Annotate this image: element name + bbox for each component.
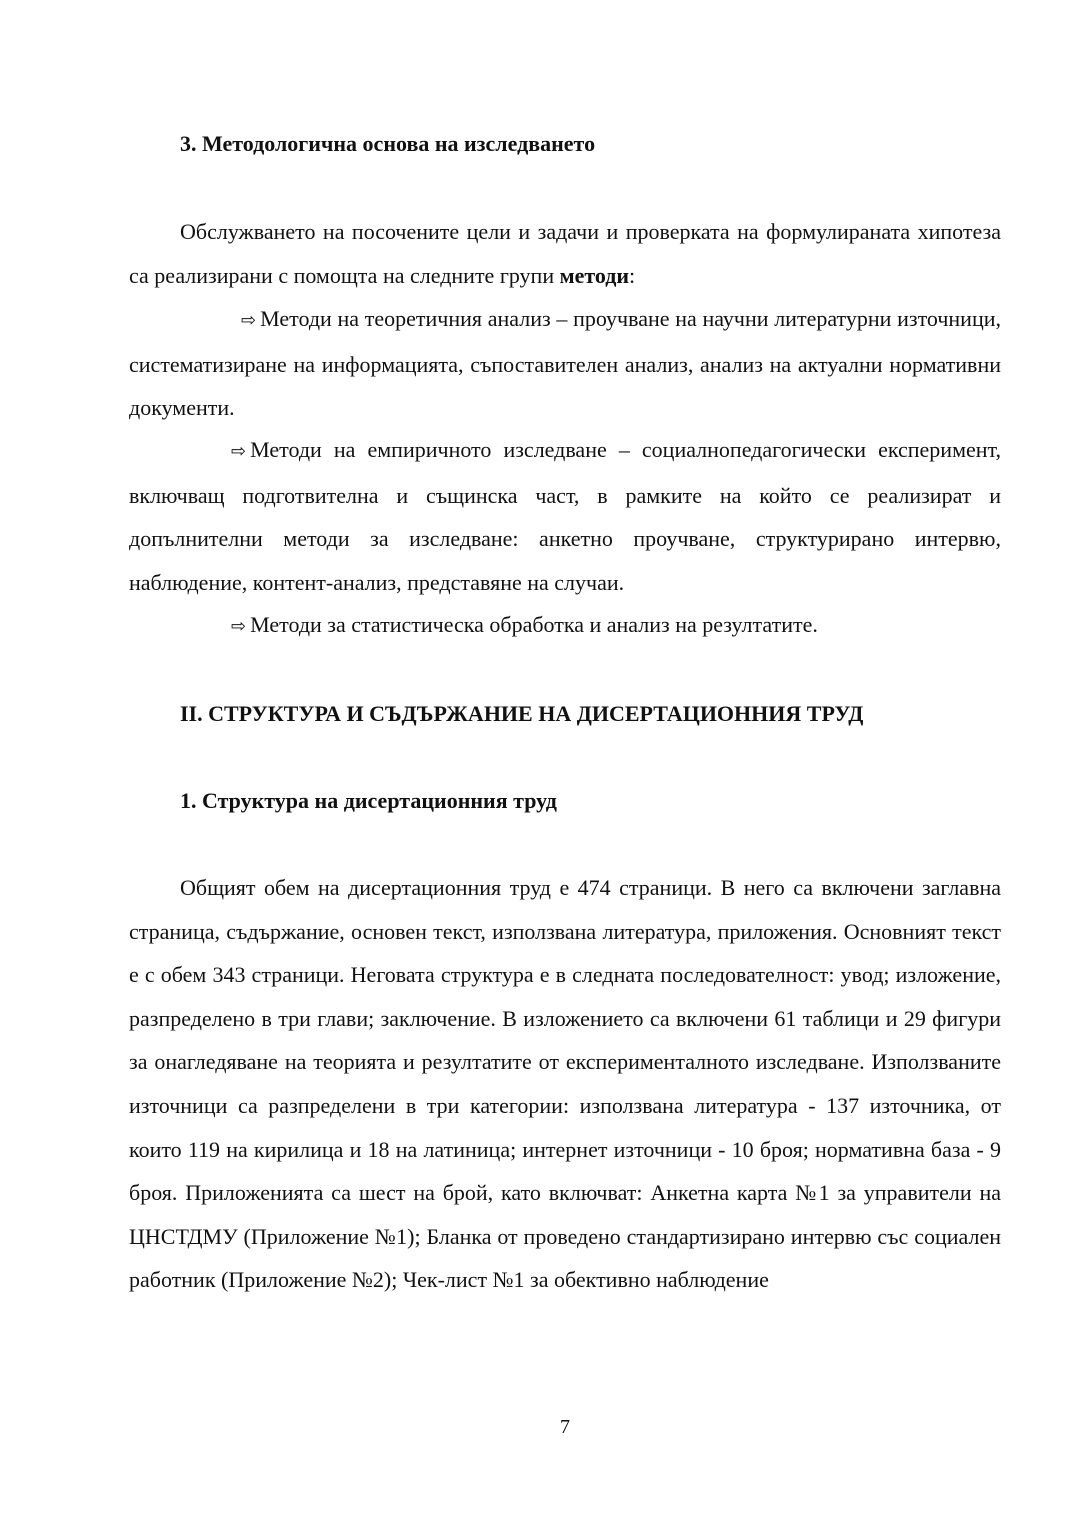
method-item-empirical <box>129 428 1001 604</box>
method-item-statistical-text: Методи за статистическа обработка и анализ на резултатите. <box>250 612 818 637</box>
page-number: 7 <box>560 1416 570 1438</box>
methods-intro-paragraph <box>129 210 1001 297</box>
methods-intro-bold: методи <box>559 262 630 288</box>
arrow-right-icon: ⇨ <box>241 310 257 331</box>
arrow-right-icon: ⇨ <box>231 616 247 637</box>
method-item-theoretical-text: Методи на теоретичния анализ – проучване на научни литературни източници, систематизиране на информацията, съпоставителен анализ, анализ на актуални нормативни документи. <box>129 306 1001 421</box>
section-heading-methodology: 3. Методологична основа на изследването <box>180 131 596 156</box>
method-item-empirical-text: Методи на емпиричното изследване – социалнопедагогически експеримент, включващ подготвителна и същинска част, в рамките на който се реализират и допълнителни методи за изследване: анкетно проучване, структурирано интервю, наблюдение, контент-анализ, представяне на случаи. <box>129 437 1001 595</box>
section-heading-structure: 1. Структура на дисертационния труд <box>180 788 557 813</box>
part-heading-structure-content: II. СТРУКТУРА И СЪДЪРЖАНИЕ НА ДИСЕРТАЦИОННИЯ ТРУД <box>180 701 864 726</box>
structure-body-paragraph: Общият обем на дисертационния труд е 474 страници. В него са включени заглавна страница, съдържание, основен текст, използвана литература, приложения. Основният текст е с обем 343 страници. Неговата структура е в следната последователност: увод; изложение, разпределено в три глави; заключение. В изложението са включени 61 таблици и 29 фигури за онагледяване на теорията и резултатите от експерименталното изследване. Използваните източници са разпределени в три категории: използвана литература - 137 източника, от които 119 на кирилица и 18 на латиница; интернет източници - 10 броя; нормативна база - 9 броя. Приложенията са шест на брой, като включват: Анкетна карта №1 за управители на ЦНСТДМУ (Приложение №1); Бланка от проведено стандартизирано интервю със социален работник (Приложение №2); Чек-лист №1 за обективно наблюдение <box>129 875 1001 1293</box>
method-item-theoretical <box>129 297 1001 430</box>
methods-intro-text: Обслужването на посочените цели и задачи и проверката на формулираната хипотеза са реализирани с помощта на следните групи <box>129 219 1001 288</box>
method-item-statistical <box>129 603 1001 649</box>
arrow-right-icon: ⇨ <box>231 441 247 462</box>
methods-intro-colon: : <box>629 262 636 288</box>
